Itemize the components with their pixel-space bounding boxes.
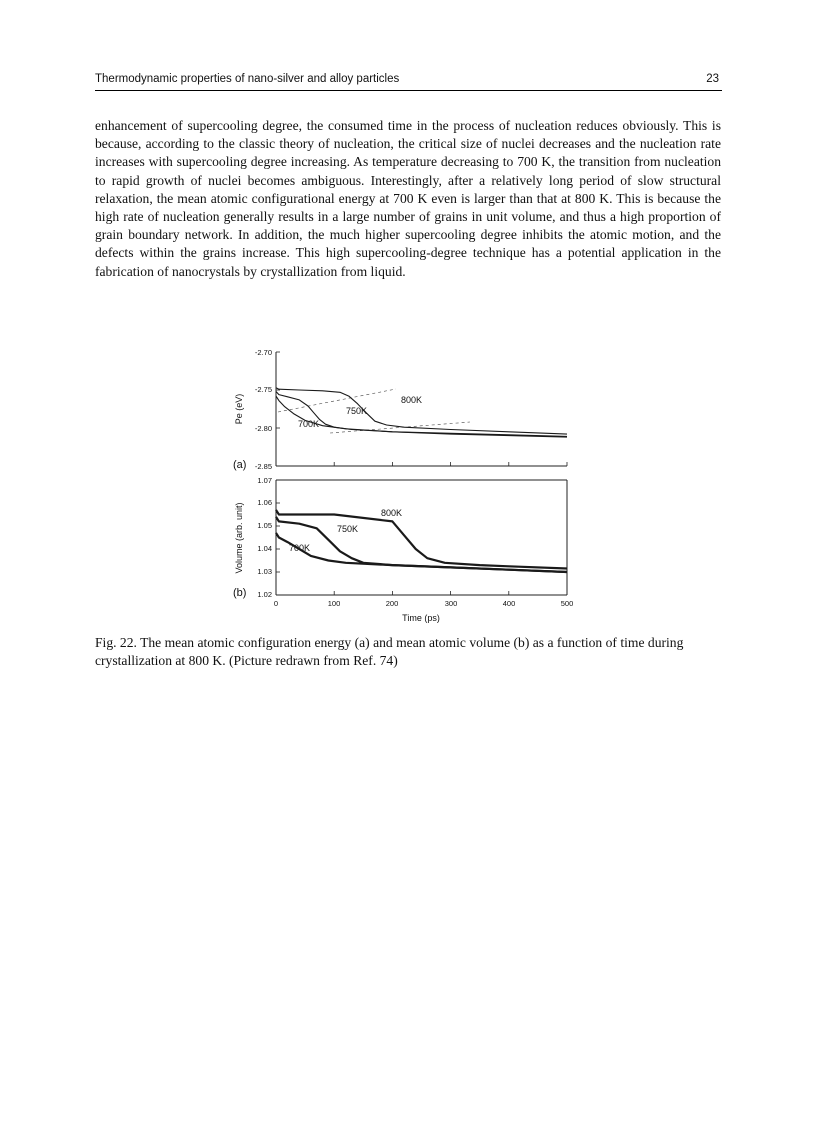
- chart-curves: [276, 352, 567, 595]
- figure-22: [218, 337, 598, 627]
- xtick-label: 100: [327, 599, 341, 608]
- panel-a-annotation-700k: 700K: [298, 419, 320, 429]
- panel-a-ylabel: Pe (eV): [234, 393, 244, 425]
- panel-b-ytick-label: 1.05: [257, 521, 272, 530]
- figure-22-chart: [218, 337, 598, 627]
- page-number: 23: [706, 73, 719, 85]
- xtick-label: 400: [502, 599, 516, 608]
- xtick-label: 500: [560, 599, 574, 608]
- panel-b-ytick-label: 1.03: [257, 567, 272, 576]
- body-paragraph: enhancement of supercooling degree, the consumed time in the process of nucleation reduces obviously. This is because, according to the classic theory of nucleation, the critical size of nuclei decreases and the nucleation rate increases with supercooling degree increasing. As temperature decreasing to 700 K, the transition from nucleation to rapid growth of nuclei becomes ambiguous. Interestingly, after a relatively long period of slow structural relaxation, the mean atomic configurational energy at 700 K even is larger than that at 800 K. This is because the high rate of nucleation generally results in a large number of grains in unit volume, and thus a high proportion of grain boundary network. In addition, the much higher supercooling degree inhibits the atomic motion, and the defects within the grains increase. This high supercooling-degree technique has a potential application in the fabrication of nanocrystals by crystallization from liquid.: [95, 118, 721, 279]
- xtick-label: 200: [385, 599, 399, 608]
- xtick-label: 300: [444, 599, 458, 608]
- panel-b-annotation-800k: 800K: [381, 508, 403, 518]
- running-header-title: Thermodynamic properties of nano-silver and alloy particles: [95, 73, 400, 85]
- running-header: [95, 72, 722, 91]
- panel-a-label: (a): [233, 459, 247, 471]
- panel-b-series-750k: [276, 517, 567, 572]
- panel-b-series-800k: [276, 510, 567, 569]
- panel-a-annotation-800k: 800K: [401, 395, 423, 405]
- xtick-label: 0: [273, 599, 279, 608]
- panel-a-ytick-label: -2.70: [254, 348, 272, 357]
- panel-b-ytick-label: 1.07: [257, 476, 272, 485]
- panel-a-ytick-label: -2.75: [254, 385, 272, 394]
- panel-b-annotation-700k: 700K: [289, 543, 311, 553]
- panel-b-annotation-750k: 750K: [337, 524, 359, 534]
- panel-b-ytick-label: 1.06: [257, 498, 272, 507]
- panel-a-annotation-750k: 750K: [346, 406, 368, 416]
- panel-b-ytick-label: 1.02: [257, 590, 272, 599]
- panel-b-ytick-label: 1.04: [257, 544, 272, 553]
- panel-a-guide-line: [330, 422, 470, 433]
- panel-a-ytick-label: -2.80: [254, 424, 272, 433]
- panel-b-label: (b): [233, 587, 247, 599]
- panel-a-ytick-label: -2.85: [254, 462, 272, 471]
- panel-b-ylabel: Volume (arb. unit): [234, 502, 244, 574]
- x-axis-label: Time (ps): [402, 613, 440, 623]
- figure-caption: Fig. 22. The mean atomic configuration energy (a) and mean atomic volume (b) as a function of time during crystallization at 800 K. (Picture redrawn from Ref. 74): [95, 635, 684, 669]
